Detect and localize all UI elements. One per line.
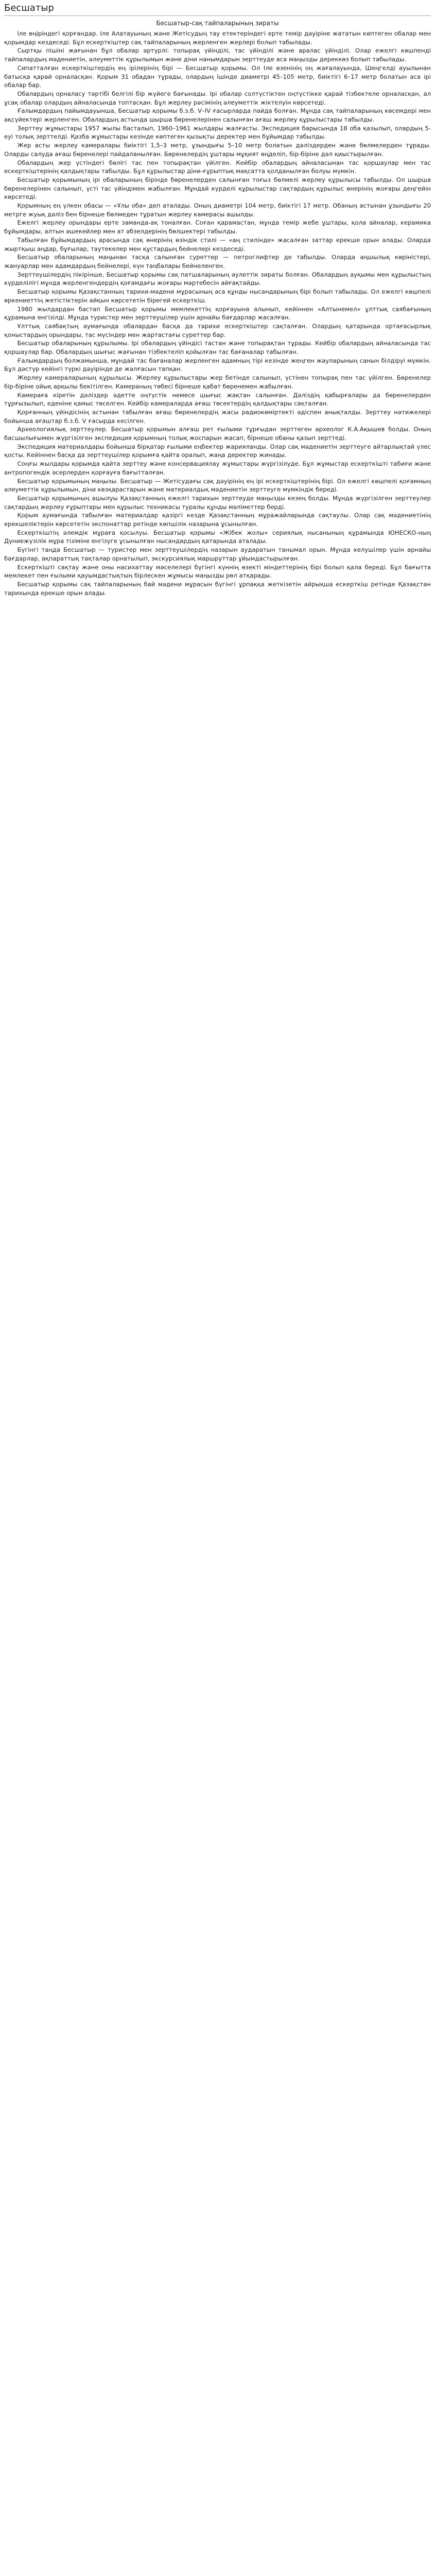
article-paragraph: Зерттеу жұмыстары 1957 жылы басталып, 1960–1961 жылдары жалғасты. Экспедиция барысында 18 оба қазылып, олардың 5-еуі толық зерттелді. Қазба жұмыстары кезінде көптеген қызықты деректер мен бұйымдар табылды. (4, 124, 431, 141)
article-paragraph: Ескерткіштің әлемдік мұраға қосылуы. Бесшатыр қорымы «Жібек жолы» сериялық нысанының құрамында ЮНЕСКО-ның Дүниежүзілік мұра тізіміне енгізуге ұсынылған нысандардың қатарында аталады. (4, 529, 431, 545)
article-paragraph: Зерттеушілердің пікірінше, Бесшатыр қорымы сақ патшаларының әулеттік зираты болған. Обалардың ауқымы мен құрылыстың күрделілігі мұнда жерленгендердің қоғамдағы жоғары мәртебесін айғақтайды. (4, 270, 431, 287)
article-paragraph: Обалардың орналасу тәртібі белгілі бір жүйеге бағынады. Ірі обалар солтүстіктен оңтүстікке қарай тізбектеле орналасқан, ал ұсақ обалар олардың айналасында топтасқан. Бұл жерлеу рәсімінің әлеуметтік жіктелуін көрсетеді. (4, 90, 431, 106)
article-paragraph: Сыртқы пішіні жағынан бұл обалар әртүрлі: топырақ үйінділі, тас үйінділі және аралас үйінділі. Олар ежелгі көшпенді тайпалардың мәдениетін, әлеуметтік құрылымын және діни нанымдарын зерттеуде аса маңызды дереккөз болып табылады. (4, 47, 431, 63)
article-paragraph: Обалардың жер үстіндегі бөлігі тас пен топырақтан үйілген. Кейбір обалардың айналасынан тас қоршаулар мен тас ескерткіштерінің қалдықтары табылды. Бұл құрылыстар діни-ғұрыптық мақсатта қолданылған болуы мүмкін. (4, 159, 431, 175)
article-paragraph: Сипатталған ескерткіштердің ең ірілерінің бірі — Бесшатыр қорымы. Ол Іле өзенінің оң жағалауында, Шеңгелді ауылынан батысқа қарай орналасқан. Қорым 31 обадан тұрады, олардың ішінде диаметрі 45–105 метр, биіктігі 6–17 метр болатын аса ірі обалар бар. (4, 64, 431, 89)
article-page (0, 0, 436, 597)
page-title: Бесшатыр (4, 2, 431, 16)
article-paragraph: Соңғы жылдары қорымда қайта зерттеу және консервациялау жұмыстары жүргізілуде. Бұл жұмыстар ескерткішті табиғи және антропогендік әсерлерден қорғауға бағытталған. (4, 460, 431, 476)
article-paragraph: Бесшатыр қорымының ашылуы Қазақстанның ежелгі тарихын зерттеуде маңызды кезең болды. Мұнда жүргізілген зерттеулер сақтардың жерлеу ғұрыптары мен құрылыс техникасы туралы құнды мәліметтер берді. (4, 494, 431, 511)
article-paragraph: Жер асты жерлеу камералары биіктігі 1,5–3 метр, ұзындығы 5–10 метр болатын дәліздерден және бөлмелерден тұрады. Оларды салуда ағаш бөренелері пайдаланылған. Бөренелердің ұштары мұқият өңделіп, бір-біріне дәл қиыстырылған. (4, 142, 431, 158)
article-paragraph: Ұлттық саябақтың аумағында обалардан басқа да тарихи ескерткіштер сақталған. Олардың қатарында ортағасырлық қоныстардың орындары, тас мүсіндер мен жартастағы суреттер бар. (4, 322, 431, 338)
article-paragraph: Бесшатыр қорымының маңызы. Бесшатыр — Жетісудағы сақ дәуірінің ең ірі ескерткіштерінің бірі. Ол ежелгі көшпелі қоғамның әлеуметтік құрылымын, діни көзқарастарын және материалдық мәдениетін зерттеуге мүмкіндік береді. (4, 477, 431, 494)
article-paragraph: Бесшатыр обаларының құрылымы. Ірі обалардың үйіндісі тастан және топырақтан тұрады. Кейбір обалардың айналасында тас қоршаулар бар. Обалардың шығыс жағынан тізбектеліп қойылған тас бағаналар табылған. (4, 340, 431, 356)
article-paragraph: Қорғанның үйіндісінің астынан табылған ағаш бөренелердің жасы радиокөміртекті әдіспен анықталды. Зерттеу нәтижелері бойынша ағаштар б.з.б. V ғасырда кесілген. (4, 408, 431, 425)
article-body (4, 29, 431, 597)
article-paragraph: Ғалымдардың болжамынша, мұндай тас бағаналар жерленген адамның тірі кезінде жеңген жауларының санын білдіруі мүмкін. Бұл дәстүр кейінгі түркі дәуірінде де жалғасын тапқан. (4, 357, 431, 373)
article-paragraph: Археологиялық зерттеулер. Бесшатыр қорымын алғаш рет ғылыми тұрғыдан зерттеген археолог К.А.Ақышев болды. Оның басшылығымен жүргізілген экспедиция қорымның толық жоспарын жасап, бірнеше обаны қазып зерттеді. (4, 426, 431, 442)
article-paragraph: Табылған бұйымдардың арасында сақ өнерінің өзіндік стилі — «аң стилінде» жасалған заттар ерекше орын алады. Оларда жыртқыш аңдар, бұғылар, таутекелер мен құстардың бейнелері кездеседі. (4, 236, 431, 252)
article-paragraph: Бүгінгі таңда Бесшатыр — туристер мен зерттеушілердің назарын аударатын танымал орын. Мұнда келушілер үшін арнайы бағдарлар, ақпараттық тақталар орнатылып, экскурсиялық маршруттар ұйымдастырылған. (4, 546, 431, 562)
page-subtitle: Бесшатыр-сақ тайпаларының зираты (156, 20, 279, 27)
article-paragraph: Ғалымдардың пайымдауынша, Бесшатыр қорымы б.з.б. V–IV ғасырларда пайда болған. Мұнда сақ тайпаларының көсемдері мен ақсүйектері жерленген. Обалардың астында шырша бөренелерінен салынған ағаш жерлеу құрылыстары табылды. (4, 107, 431, 124)
article-paragraph: Бесшатыр обаларының маңынан тасқа салынған суреттер — петроглифтер де табылды. Оларда аңшылық көріністері, жануарлар мен адамдардың бейнелері, күн таңбалары бейнеленген. (4, 253, 431, 269)
article-paragraph: Бесшатыр қорымы Қазақстанның тарихи-мәдени мұрасының аса құнды нысандарының бірі болып табылады. Ол ежелгі көшпелі өркениеттің жетістіктерін айқын көрсететін бірегей ескерткіш. (4, 288, 431, 304)
article-paragraph: Жерлеу камераларының құрылысы. Жерлеу құрылыстары жер бетінде салынып, үстінен топырақ пен тас үйілген. Бөренелер бір-біріне ойық арқылы бекітілген. Камераның төбесі бірнеше қабат бөренемен жабылған. (4, 374, 431, 390)
article-paragraph: Ежелгі жерлеу орындары ерте заманда-ақ тоналған. Соған қарамастан, мұнда темір жебе ұштары, қола айналар, керамика бұйымдары, алтын әшекейлер мен ат әбзелдерінің бөлшектері табылды. (4, 219, 431, 235)
article-paragraph: Қорым аумағында табылған материалдар қазіргі кезде Қазақстанның мұражайларында сақтаулы. Олар сақ мәдениетінің ерекшеліктерін көрсететін экспонаттар ретінде көпшілік назарына ұсынылған. (4, 512, 431, 528)
article-paragraph: Камераға кіретін дәліздер әдетте оңтүстік немесе шығыс жақтан салынған. Дәліздің қабырғалары да бөренелерден тұрғызылып, еденіне қамыс төселген. Кейбір камераларда ағаш төсектердің қалдықтары сақталған. (4, 391, 431, 408)
article-paragraph: Бесшатыр қорымы сақ тайпаларының бай мәдени мұрасын бүгінгі ұрпаққа жеткізетін айрықша ескерткіш ретінде Қазақстан тарихында ерекше орын алады. (4, 581, 431, 597)
article-paragraph: Бесшатыр қорымының ірі обаларының бірінде бөренелерден салынған тоғыз бөлмелі жерлеу құрылысы табылды. Ол шырша бөренелерінен салынып, үсті тас үйіндімен жабылған. Мұндай күрделі құрылыстар сақтардың құрылыс өнерінің жоғары деңгейін көрсетеді. (4, 176, 431, 201)
article-paragraph: Қорымның ең үлкен обасы — «Ұлы оба» деп аталады. Оның диаметрі 104 метр, биіктігі 17 метр. Обаның астынан ұзындығы 20 метрге жуық дәліз бен бірнеше бөлмеден тұратын жерлеу камерасы ашылды. (4, 202, 431, 218)
article-paragraph: Экспедиция материалдары бойынша бірқатар ғылыми еңбектер жарияланды. Олар сақ мәдениетін зерттеуге айтарлықтай үлес қосты. Кейіннен басқа да зерттеушілер қорымға қайта оралып, жаңа деректер жинады. (4, 443, 431, 459)
article-paragraph: Ескерткішті сақтау және оны насихаттау мәселелері бүгінгі күннің өзекті міндеттерінің бірі болып қала береді. Бұл бағытта мемлекет пен ғылыми қауымдастықтың бірлескен жұмысы маңызды рөл атқарады. (4, 563, 431, 580)
article-paragraph: Іле өңіріндегі қорғандар. Іле Алатауының және Жетісудың тау етектеріндегі ерте темір дәуіріне жататын көптеген обалар мен қорымдар кездеседі. Бұл ескерткіштер сақ тайпаларының жерленген жерлері болып табылады. (4, 30, 431, 46)
article-paragraph: 1980 жылдардан бастап Бесшатыр қорымы мемлекеттің қорғауына алынып, кейіннен «Алтынемел» ұлттық саябағының құрамына енгізілді. Мұнда туристер мен зерттеушілер үшін арнайы бағдарлар жасалған. (4, 305, 431, 321)
